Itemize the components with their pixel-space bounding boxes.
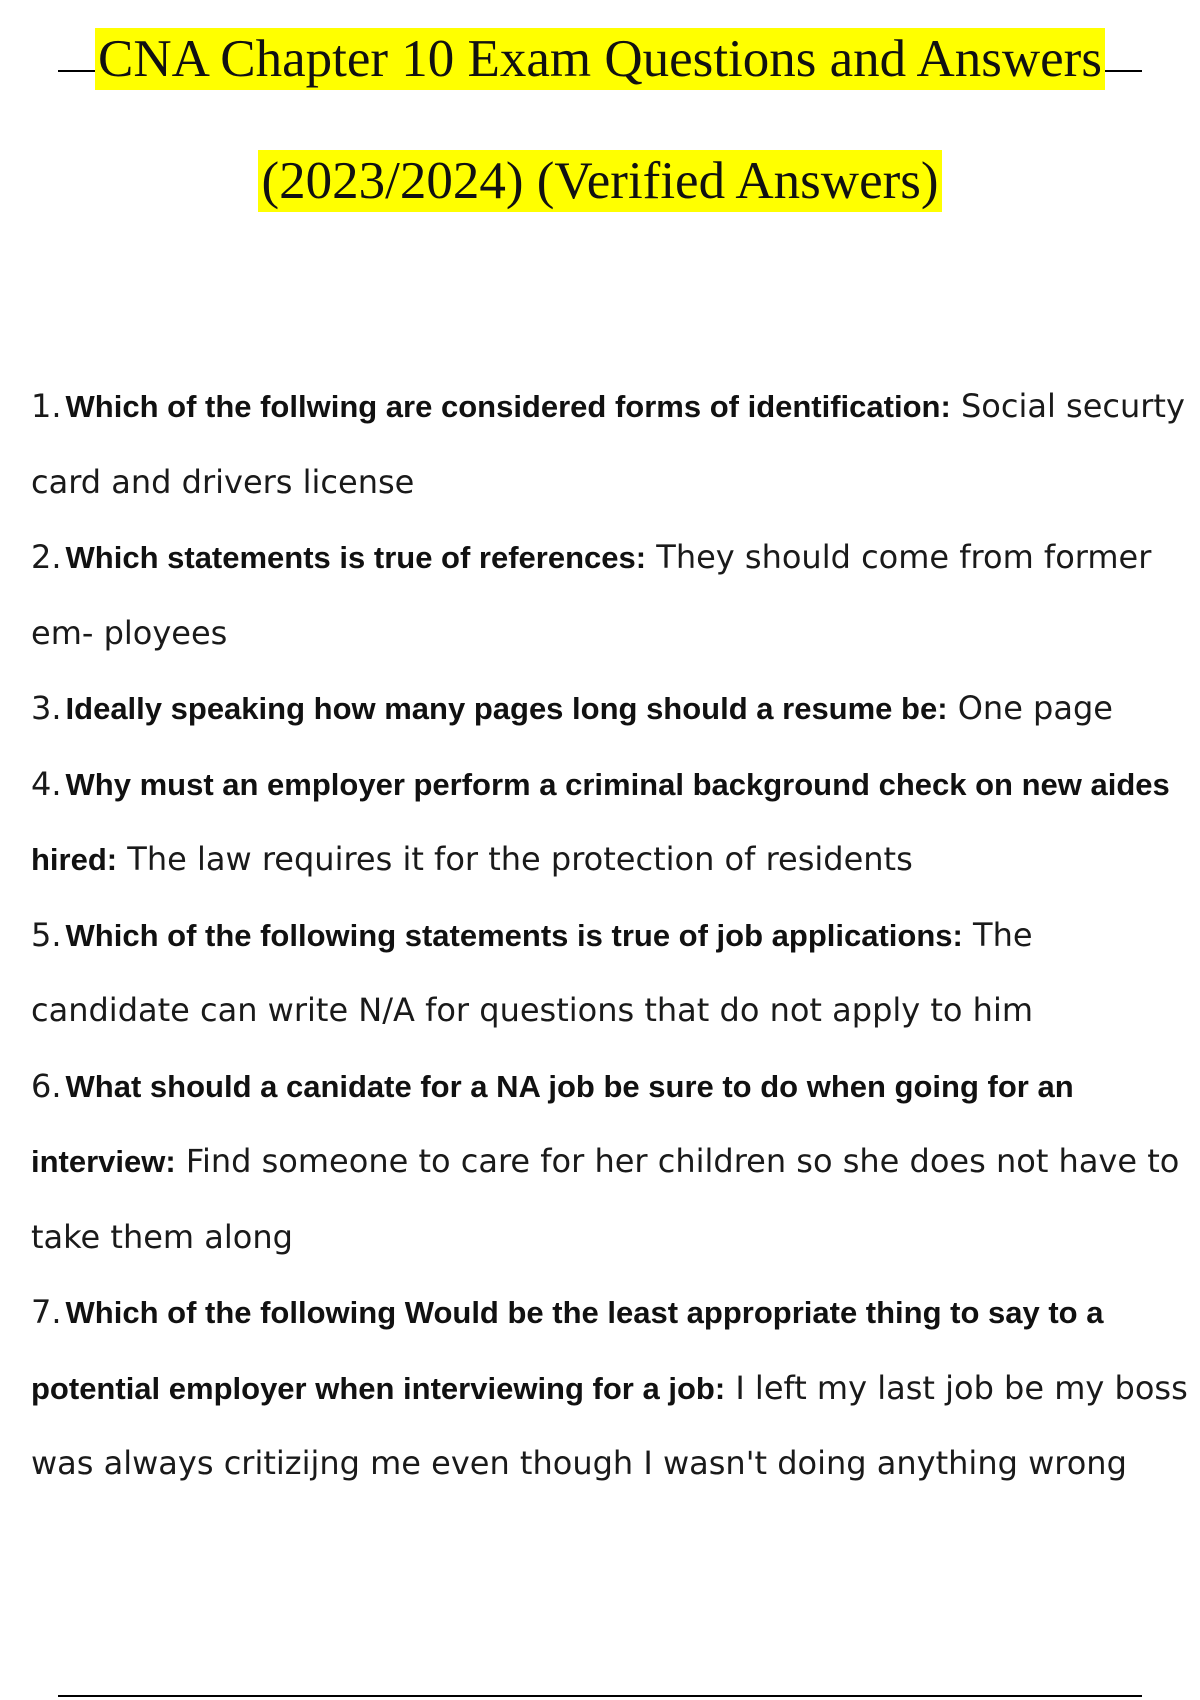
- qa-question: What should a canidate for a NA job be sure to do when going for an interview:: [31, 1068, 1074, 1179]
- qa-number: 3.: [31, 689, 62, 727]
- qa-item-4: [31, 747, 1191, 898]
- title-line-1: [0, 28, 1200, 150]
- qa-question: Ideally speaking how many pages long should a resume be:: [65, 691, 948, 726]
- qa-item-1: [31, 369, 1191, 520]
- qa-answer: They should come from former em- ployees: [31, 538, 1152, 652]
- qa-answer: The law requires it for the protection of residents: [127, 840, 913, 878]
- qa-question: Why must an employer perform a criminal background check on new aides hired:: [31, 766, 1170, 877]
- qa-item-5: [31, 898, 1191, 1049]
- qa-item-7: [31, 1275, 1191, 1502]
- qa-list: [31, 369, 1191, 1502]
- title-text-line-1: CNA Chapter 10 Exam Questions and Answers: [95, 28, 1105, 90]
- qa-item-6: [31, 1049, 1191, 1276]
- qa-number: 5.: [31, 915, 62, 954]
- qa-answer: Social securty card and drivers license: [31, 387, 1185, 501]
- qa-question: Which statements is true of references:: [65, 540, 647, 575]
- footer-rule: [58, 1695, 1142, 1697]
- qa-answer: One page: [957, 689, 1113, 727]
- qa-answer: Find someone to care for her children so she does not have to take them along: [31, 1142, 1180, 1256]
- title-text-line-2: (2023/2024) (Verified Answers): [258, 150, 941, 212]
- qa-number: 4.: [31, 764, 62, 803]
- qa-number: 7.: [31, 1293, 62, 1331]
- qa-number: 1.: [31, 387, 62, 425]
- title-line-2: [0, 150, 1200, 272]
- qa-number: 2.: [31, 538, 62, 576]
- qa-answer: The candidate can write N/A for questions that do not apply to him: [31, 915, 1034, 1029]
- qa-question: Which of the follwing are considered forms of identification:: [65, 389, 951, 424]
- qa-question: Which of the following statements is true of job applications:: [65, 917, 963, 953]
- qa-item-2: [31, 520, 1191, 671]
- qa-number: 6.: [31, 1066, 62, 1105]
- qa-item-3: [31, 671, 1191, 747]
- qa-question: Which of the following Would be the least appropriate thing to say to a potential employer when interviewing for a job:: [31, 1295, 1104, 1406]
- qa-answer: I left my last job be my boss was always critizijng me even though I wasn't doing anything wrong: [31, 1368, 1188, 1482]
- document-title: [0, 28, 1200, 272]
